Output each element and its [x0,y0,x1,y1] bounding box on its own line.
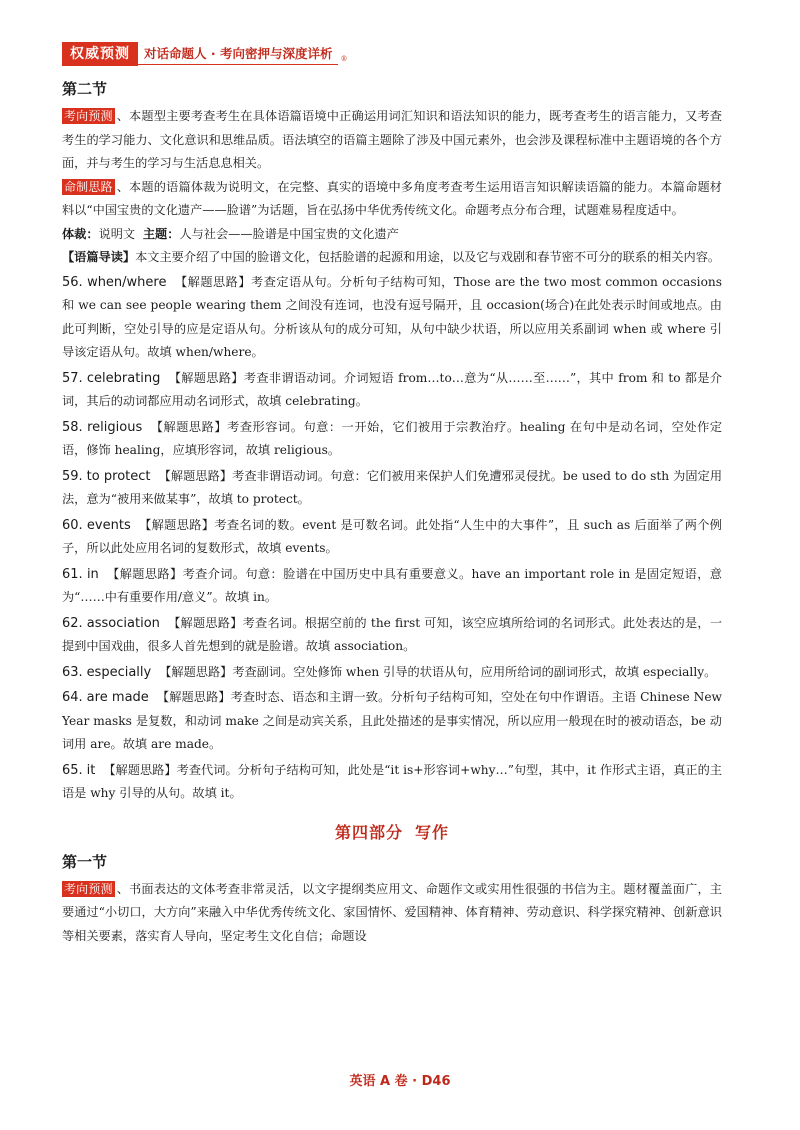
explanation-label: 【解题思路】 [158,468,233,483]
answer-value: especially [86,664,152,680]
explanation-label: 【解题思路】 [168,370,244,385]
explanation-label: 【解题思路】 [174,274,252,289]
reading-guide [62,246,722,270]
answer-item [62,686,722,757]
prediction-text: 本题型主要考查考生在具体语篇语境中正确运用词汇知识和语法知识的能力，既考查考生的语言能力，又考查考生的学习能力、文化意识和思维品质。语法填空的语篇主题除了涉及中国元素外，也会涉及课程标准中主题语境的各个方面，并与考生的学习与生活息息相关。 [62,109,722,170]
explanation-label: 【解题思路】 [103,762,177,777]
answer-number: 59. [62,468,83,484]
explanation-text: 考查时态、语态和主谓一致。分析句子结构可知，空处在句中作谓语。主语 Chinese New Year masks 是复数，和动词 make 之间是动宾关系，且此处描述的是事实情况，所以应用一般现在时的被动语态，be 动词用 are。故填 are made。 [62,690,722,751]
explanation-text: 考查定语从句。分析句子结构可知，Those are the two most common occasions 和 we can see people wearing them 之间没有连词，也没有逗号隔开，且 occasion(场合)在此处表示时间或地点。由此可判断，空处引导的应是定语从句。分析该从句的成分可知，从句中缺少状语，所以应用关系副词 when 或 where 引导该定语从句。故填 when/where。 [62,274,723,359]
answer-item [62,759,722,806]
genre-theme-line [62,223,722,247]
answer-number: 58. [62,419,83,435]
explanation-text: 考查非谓语动词。句意：它们被用来保护人们免遭邪灵侵扰。be used to do sth 为固定用法，意为“被用来做某事”，故填 to protect。 [62,468,723,506]
main-content [62,74,722,948]
answer-number: 60. [62,517,83,533]
explanation-text: 考查形容词。句意：一开始，它们被用于宗教治疗。healing 在句中是动名词，空处作定语，修饰 healing，应填形容词，故填 religious。 [62,419,723,457]
answer-value: it [86,762,96,778]
answer-item [62,271,722,365]
answer-number: 61. [62,566,83,582]
answer-item [62,416,722,463]
writing-tag: 考向预测 [64,881,113,896]
answer-value: to protect [86,468,151,484]
guide-text: 本文主要介绍了中国的脸谱文化，包括脸谱的起源和用途，以及它与戏剧和春节密不可分的联系的相关内容。 [135,250,721,264]
answer-number: 57. [62,370,83,386]
subsection-title: 第一节 [62,852,108,871]
paragraph-prediction: 考向预测 、本题型主要考查考生在具体语篇语境中正确运用词汇知识和语法知识的能力，既考查考生的语言能力，又考查考生的学习能力、文化意识和思维品质。语法填空的语篇主题除了涉及中国元素外，也会涉及课程标准中主题语境的各个方面，并与考生的学习与生活息息相关。 [62,109,722,170]
header-banner [62,42,347,66]
answer-value: when/where [87,274,167,290]
answer-number: 56. [62,274,83,290]
answer-number: 63. [62,664,83,680]
explanation-text: 考查代词。分析句子结构可知，此处是“it is+形容词+why…”句型，其中，it 作形式主语，真正的主语是 why 引导的从句。故填 it。 [62,762,723,800]
answer-list [62,271,722,806]
answer-item [62,563,722,610]
header-badge: 权威预测 [62,42,138,66]
answer-value: in [86,566,99,582]
explanation-text: 考查非谓语动词。介词短语 from…to…意为“从……至……”，其中 from 和 to 都是介词，其后的动词都应用动名词形式，故填 celebrating。 [62,370,723,408]
page-footer: 英语 A 卷 · D46 [349,1074,451,1089]
part-heading-right: 写作 [415,822,450,842]
explanation-text: 考查名词的数。event 是可数名词。此处指“人生中的大事件”，且 such as 后面举了两个例子，所以此处应用名词的复数形式，故填 events。 [62,517,722,555]
answer-item [62,465,722,512]
theme-label: 主题： [142,226,180,241]
explanation-label: 【解题思路】 [106,566,183,581]
answer-item [62,367,722,414]
guide-label: 【语篇导读】 [62,250,136,264]
prediction-tag: 考向预测 [64,109,113,123]
answer-item [62,661,722,685]
section-title: 第二节 [62,80,108,98]
explanation-label: 【解题思路】 [156,690,231,704]
explanation-text: 考查副词。空处修饰 when 引导的状语从句，应用所给词的副词形式，故填 especially。 [232,664,717,679]
answer-item [62,514,722,561]
answer-number: 62. [62,615,83,631]
explanation-label: 【解题思路】 [159,664,233,679]
part-heading [62,820,722,843]
answer-value: events [86,517,131,533]
answer-value: celebrating [86,370,161,386]
paragraph-design: 命制思路 、本题的语篇体裁为说明文，在完整、真实的语境中多角度考查考生运用语言知识解读语篇的能力。本篇命题材料以“中国宝贵的文化遗产——脸谱”为话题，旨在弘扬中华优秀传统文化。命题考点分布合理，试题难易程度适中。 [62,179,722,217]
design-tag: 命制思路 [64,179,113,194]
answer-number: 64. [62,690,83,705]
answer-item [62,612,722,659]
answer-value: religious [87,419,143,435]
explanation-label: 【解题思路】 [150,419,228,434]
explanation-text: 考查介词。句意：脸谱在中国历史中具有重要意义。have an important role in 是固定短语，意为“……中有重要作用/意义”。故填 in。 [62,566,722,604]
registered-mark: ® [340,55,348,63]
explanation-label: 【解题思路】 [167,615,243,630]
part-heading-left: 第四部分 [334,822,403,842]
genre-value: 说明文 [98,226,136,241]
writing-text: 书面表达的文体考查非常灵活，以文字提纲类应用文、命题作文或实用性很强的书信为主。题材覆盖面广，主要通过“小切口，大方向”来融入中华优秀传统文化、家国情怀、爱国精神、体育精神、劳动意识、科学探究精神、创新意识等相关要素，落实育人导向，坚定考生文化自信；命题设 [62,881,722,943]
theme-value: 人与社会——脸谱是中国宝贵的文化遗产 [179,226,399,241]
explanation-text: 考查名词。根据空前的 the first 可知，该空应填所给词的名词形式。此处表达的是，一提到中国戏曲，很多人首先想到的就是脸谱。故填 association。 [62,615,723,653]
answer-value: are made [86,690,149,705]
genre-label: 体裁： [62,226,99,241]
answer-number: 65. [62,762,83,778]
design-text: 本题的语篇体裁为说明文，在完整、真实的语境中多角度考查考生运用语言知识解读语篇的能力。本篇命题材料以“中国宝贵的文化遗产——脸谱”为话题，旨在弘扬中华优秀传统文化。命题考点分布合理，试题难易程度适中。 [62,179,722,217]
explanation-label: 【解题思路】 [138,517,215,532]
answer-value: association [86,615,160,631]
header-subtitle: 对话命题人 · 考向密押与深度详析 [138,44,338,65]
writing-prediction: 考向预测 、书面表达的文体考查非常灵活，以文字提纲类应用文、命题作文或实用性很强的书信为主。题材覆盖面广，主要通过“小切口，大方向”来融入中华优秀传统文化、家国情怀、爱国精神、体育精神、劳动意识、科学探究精神、创新意识等相关要素，落实育人导向，坚定考生文化自信；命题设 [62,881,722,943]
